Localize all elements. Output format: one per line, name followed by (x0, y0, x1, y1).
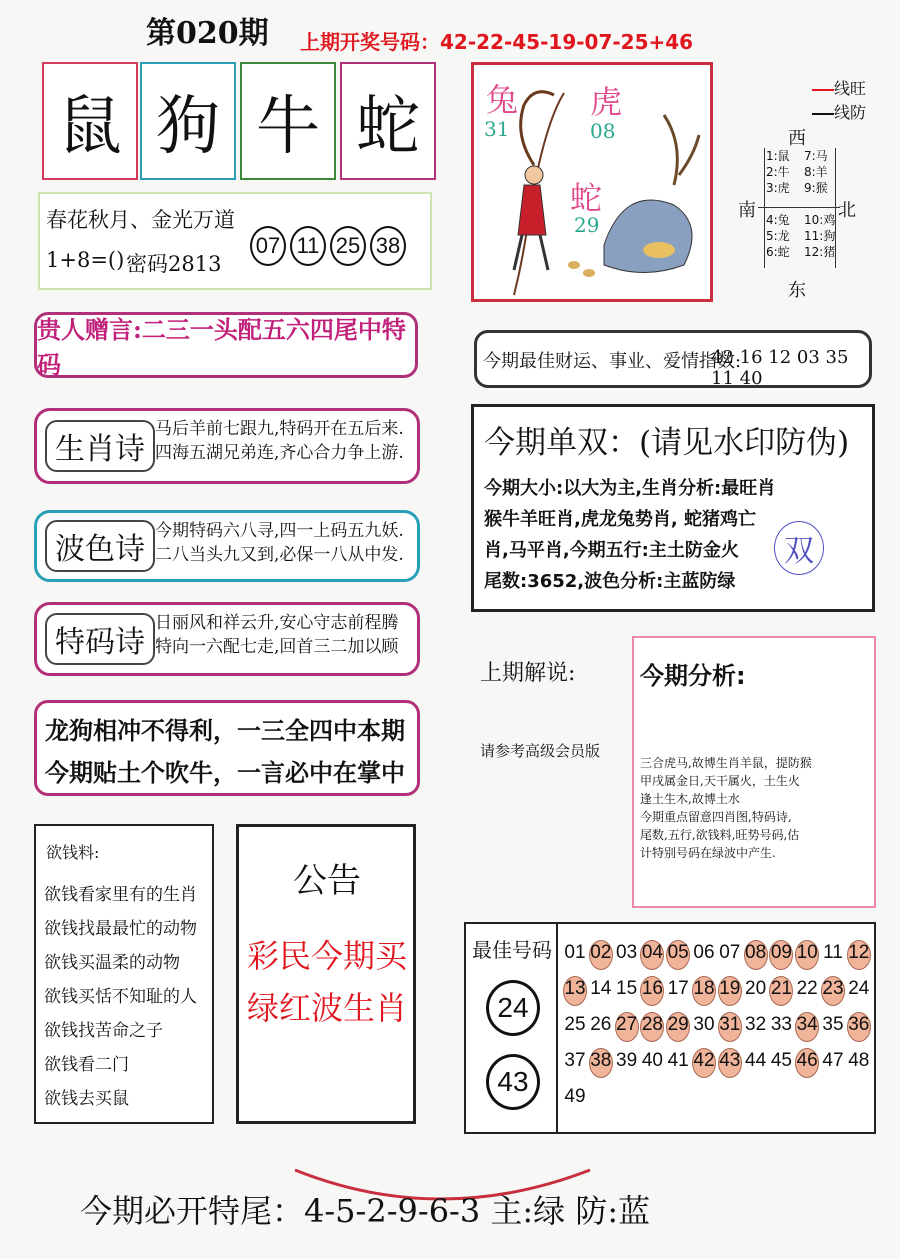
grid-number: 33 (770, 1014, 792, 1035)
money-riddle-item: 欲钱买温柔的动物 (44, 953, 180, 973)
legend-lower (766, 212, 790, 260)
analysis-title: 今期分析: (640, 662, 746, 690)
dir-north: 北 (838, 200, 856, 221)
zodiac-box-3 (240, 62, 336, 180)
money-riddle-item: 欲钱买恬不知耻的人 (44, 987, 197, 1007)
poem-line: 四海五湖兄弟连,齐心合力争上游. (155, 443, 404, 463)
legend-item: 2:牛 (766, 165, 790, 179)
pic-num-rabbit: 31 (484, 117, 510, 141)
grid-number: 20 (745, 978, 767, 999)
slogan-line2b: 密码2813 (126, 252, 222, 276)
grid-number: 07 (719, 942, 741, 963)
poem-special (34, 602, 420, 676)
grid-number: 22 (796, 978, 818, 999)
notice-line1: 彩民今期买 (247, 937, 408, 975)
legend-item: 6:蛇 (766, 245, 790, 259)
legend-upper-right (804, 148, 828, 196)
index-text: 今期最佳财运、事业、爱情指数: (483, 351, 742, 372)
legend-item: 7:马 (804, 149, 828, 163)
legend-item: 3:虎 (766, 181, 790, 195)
number-circle: 25 (330, 226, 366, 266)
analysis-line: 计特别号码在绿波中产生. (640, 846, 776, 860)
analysis-line: 逢土生木,故博土水 (640, 792, 740, 806)
poem-tag: 生肖诗 (45, 420, 155, 472)
dir-south: 南 (738, 200, 756, 221)
grid-number: 31 (719, 1014, 741, 1035)
legend-item: 11:狗 (804, 229, 836, 243)
number-circle: 07 (250, 226, 286, 266)
number-grid (562, 938, 872, 1128)
watermark-stamp-text: 双 (784, 534, 814, 569)
grid-number: 14 (590, 978, 612, 999)
grid-number: 48 (848, 1050, 870, 1071)
gift-text: 贵人赠言:二三一头配五六四尾中特码 (37, 315, 406, 379)
slogan-line1: 春花秋月、金光万道 (46, 208, 235, 232)
number-circle: 38 (370, 226, 406, 266)
grid-number: 08 (745, 942, 767, 963)
poem-tag: 波色诗 (45, 520, 155, 572)
odd-even-line: 尾数:3652,波色分析:主蓝防绿 (484, 571, 736, 592)
pic-num-tiger: 08 (590, 119, 616, 143)
zodiac-box-1 (42, 62, 138, 180)
analysis-line: 尾数,五行,欲钱料,旺势号码,估 (640, 828, 800, 842)
watermark-stamp (774, 521, 824, 575)
money-riddle-box (34, 824, 214, 1124)
grid-number: 37 (564, 1050, 586, 1071)
legend-item: 5:龙 (766, 229, 790, 243)
grid-number: 16 (641, 978, 663, 999)
notice-line2: 绿红波生肖 (247, 989, 408, 1027)
grid-number: 02 (590, 942, 612, 963)
odd-even-lines (484, 473, 775, 597)
grid-number: 40 (641, 1050, 663, 1071)
poem-line: 马后羊前七跟九,特码开在五后来. (155, 419, 404, 439)
direction-midline (758, 207, 840, 208)
notice-title: 公告 (293, 861, 361, 901)
grid-number: 19 (719, 978, 741, 999)
grid-number: 30 (693, 1014, 715, 1035)
money-riddle-item: 欲钱看二门 (44, 1055, 129, 1075)
grid-number: 49 (564, 1086, 586, 1107)
zodiac-label: 蛇 (356, 90, 420, 164)
zodiac-picture (471, 62, 713, 302)
slogan-line2a: 1+8=() (46, 248, 125, 272)
grid-number: 21 (770, 978, 792, 999)
zodiac-label: 狗 (156, 90, 220, 164)
index-box (474, 330, 872, 388)
poem-line: 特向一六配七走,回首三二加以顾 (155, 637, 399, 657)
grid-number: 10 (796, 942, 818, 963)
dragon-dog-box (34, 700, 420, 796)
zodiac-box-2 (140, 62, 236, 180)
footer-special-tail: 今期必开特尾：4-5-2-9-6-3 主:绿 防:蓝 (80, 1192, 651, 1230)
grid-number: 44 (745, 1050, 767, 1071)
analysis-line: 三合虎马,故博生肖羊鼠，提防猴 (640, 756, 812, 770)
grid-number: 46 (796, 1050, 818, 1071)
grid-number: 24 (848, 978, 870, 999)
slogan-numbers (250, 226, 410, 266)
dir-west: 西 (788, 128, 806, 149)
issue-title: 第020期 (146, 16, 269, 51)
slogan-box (38, 192, 432, 290)
grid-number: 29 (667, 1014, 689, 1035)
best-number: 43 (497, 1066, 529, 1097)
notice-box (236, 824, 416, 1124)
poem-wave (34, 510, 420, 582)
grid-number: 11 (823, 942, 843, 963)
poem-tag: 特码诗 (45, 613, 155, 665)
legend-item: 1:鼠 (766, 149, 790, 163)
index-numbers: 42 16 12 03 35 11 40 (711, 347, 849, 389)
grid-number: 04 (641, 942, 663, 963)
grid-number: 39 (616, 1050, 638, 1071)
legend-item: 10:鸡 (804, 213, 836, 227)
grid-number: 27 (616, 1014, 638, 1035)
odd-even-line: 肖,马平肖,今期五行:主土防金火 (484, 540, 739, 561)
odd-even-line: 猴牛羊旺肖,虎龙兔势肖, 蛇猪鸡亡 (484, 509, 756, 530)
grid-number: 01 (564, 942, 586, 963)
legend-item: 4:兔 (766, 213, 790, 227)
money-riddle-item: 欲钱去买鼠 (44, 1089, 129, 1109)
zodiac-label: 牛 (256, 90, 320, 164)
pic-label-tiger: 虎 (590, 83, 623, 121)
odd-even-box (471, 404, 875, 612)
grid-number: 36 (848, 1014, 870, 1035)
zodiac-box-4 (340, 62, 436, 180)
grid-number: 09 (770, 942, 792, 963)
money-riddle-list (44, 878, 197, 1116)
grid-number: 05 (667, 942, 689, 963)
grid-number: 18 (693, 978, 715, 999)
direction-chart (738, 120, 858, 300)
grid-number: 03 (616, 942, 638, 963)
poem-line: 日丽风和祥云升,安心守志前程腾 (155, 613, 399, 633)
analysis-line: 今期重点留意四肖图,特码诗, (640, 810, 792, 824)
legend-upper (766, 148, 790, 196)
pic-num-snake: 29 (574, 213, 600, 237)
number-circle: 11 (290, 226, 326, 266)
grid-number: 26 (590, 1014, 612, 1035)
grid-number: 13 (564, 978, 586, 999)
grid-number: 34 (796, 1014, 818, 1035)
grid-number: 47 (822, 1050, 844, 1071)
cowherd-illustration-icon (474, 65, 710, 299)
legend-lower-right (804, 212, 835, 260)
legend-item: 12:猪 (804, 245, 836, 259)
grid-number: 17 (667, 978, 689, 999)
best-number: 24 (497, 992, 529, 1023)
legend-item: 9:猴 (804, 181, 828, 195)
grid-number: 28 (641, 1014, 663, 1035)
grid-number: 06 (693, 942, 715, 963)
pic-label-snake: 蛇 (570, 179, 603, 217)
poem-zodiac (34, 408, 420, 484)
grid-number: 42 (693, 1050, 715, 1071)
dragon-dog-line2: 今期贴土个吹牛，一言必中在掌中 (45, 759, 405, 787)
pic-label-rabbit: 兔 (486, 81, 519, 119)
money-riddle-item: 欲钱找苦命之子 (44, 1021, 163, 1041)
grid-number: 43 (719, 1050, 741, 1071)
dir-east: 东 (788, 280, 806, 301)
money-riddle-item: 欲钱找最最忙的动物 (44, 919, 197, 939)
best-circle-2 (486, 1054, 540, 1110)
analysis-lines (640, 754, 812, 862)
dragon-dog-line1: 龙狗相冲不得利，一三全四中本期 (45, 717, 405, 745)
grid-number: 41 (667, 1050, 689, 1071)
zodiac-label: 鼠 (58, 90, 122, 164)
analysis-line: 甲戌属金日,天干属火，土生火 (640, 774, 800, 788)
grid-number: 45 (770, 1050, 792, 1071)
money-riddle-title: 欲钱料: (46, 843, 100, 862)
grid-number: 23 (822, 978, 844, 999)
legend-fang-label: 线防 (834, 103, 867, 122)
grid-number: 35 (822, 1014, 844, 1035)
legend-wang (812, 76, 866, 99)
grid-number: 15 (616, 978, 638, 999)
best-title: 最佳号码 (472, 938, 552, 962)
odd-even-title: 今期单双：(请见水印防伪) (484, 425, 850, 461)
best-circle-1 (486, 980, 540, 1036)
analysis-box (632, 636, 876, 908)
money-riddle-item: 欲钱看家里有的生肖 (44, 885, 197, 905)
poem-line: 今期特码六八寻,四一上码五九妖. (155, 521, 404, 541)
legend-item: 8:羊 (804, 165, 828, 179)
last-result: 上期开奖号码：42-22-45-19-07-25+46 (300, 30, 694, 54)
grid-number: 12 (848, 942, 870, 963)
grid-number: 38 (590, 1050, 612, 1071)
poem-line: 二八当头九又到,必保一八从中发. (155, 545, 404, 565)
legend-wang-label: 线旺 (834, 79, 867, 98)
grid-number: 32 (745, 1014, 767, 1035)
last-explain-text: 请参考高级会员版 (480, 742, 601, 760)
grid-number: 25 (564, 1014, 586, 1035)
gift-box (34, 312, 418, 378)
last-explain-title: 上期解说: (480, 661, 576, 686)
odd-even-line: 今期大小:以大为主,生肖分析:最旺肖 (484, 478, 776, 499)
